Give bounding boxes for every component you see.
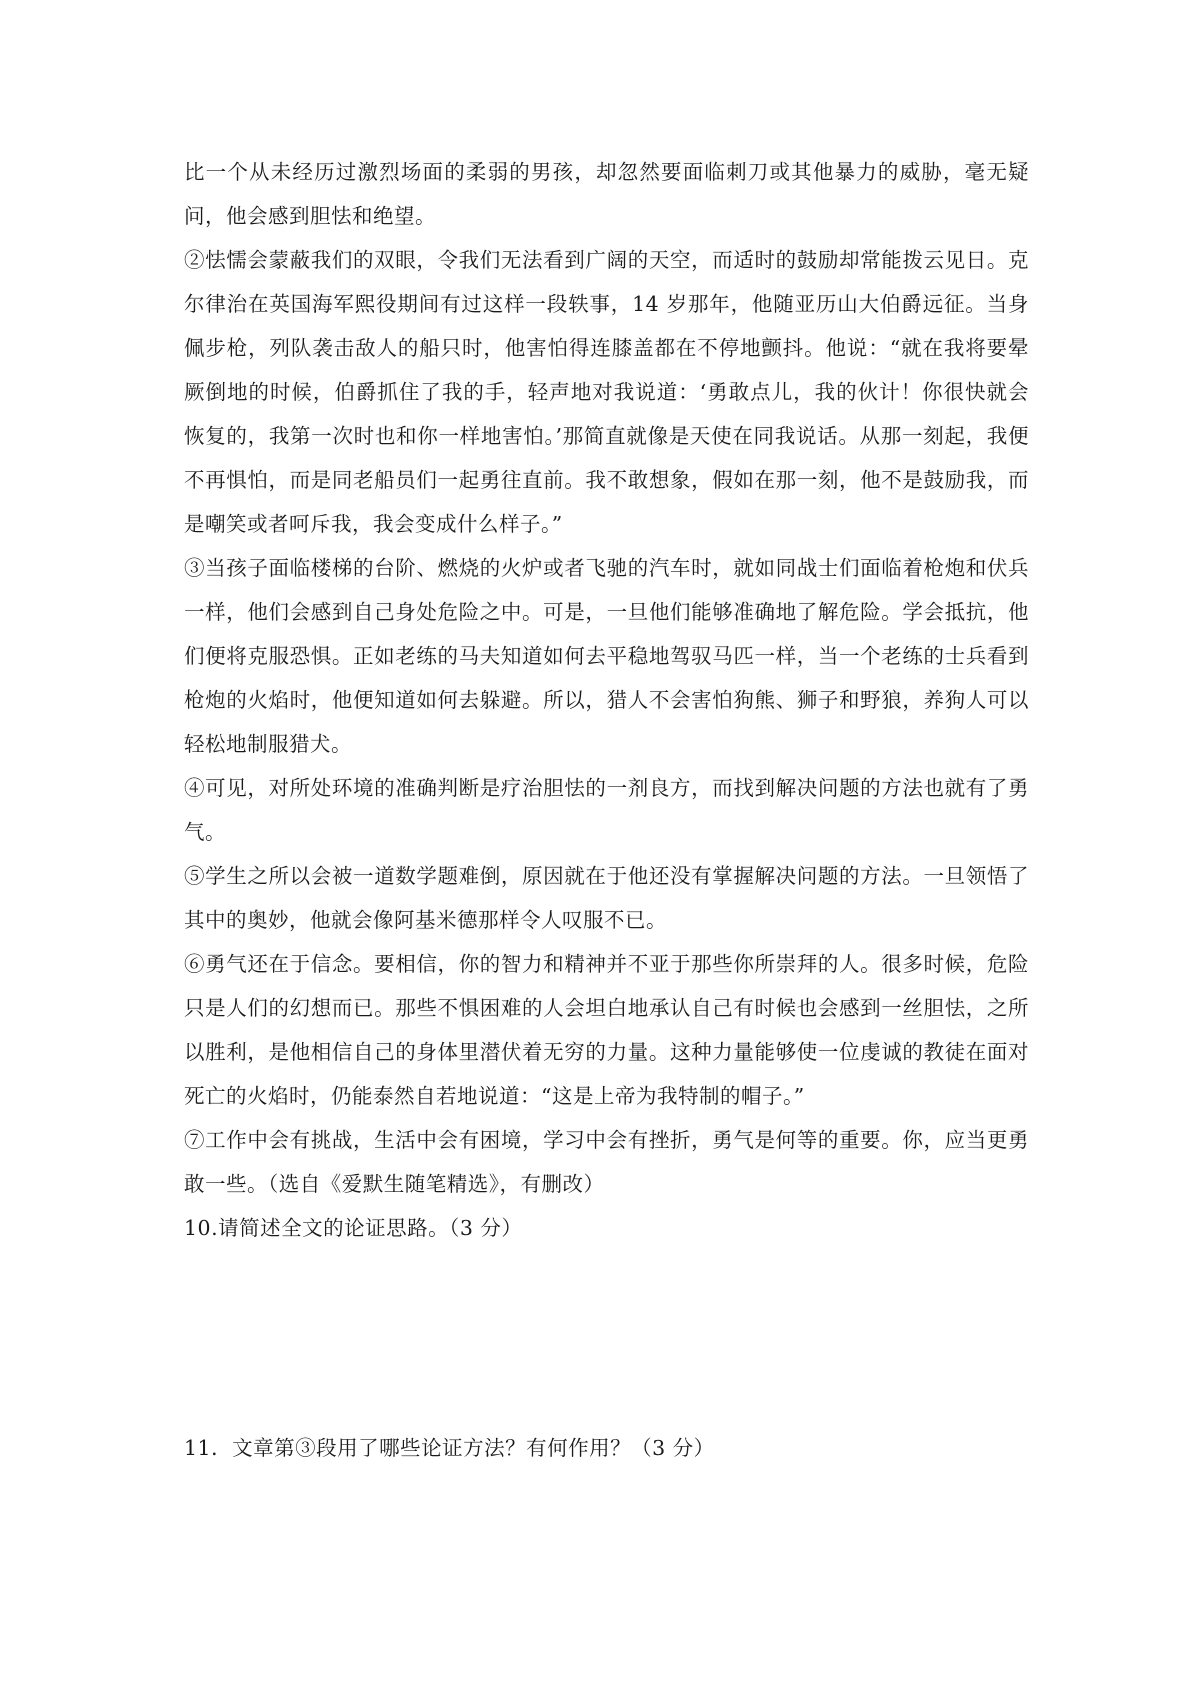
paragraph-6: ⑥勇气还在于信念。要相信，你的智力和精神并不亚于那些你所崇拜的人。很多时候，危险只是人们的幻想而已。那些不惧困难的人会坦白地承认自己有时候也会感到一丝胆怯，之所以胜利，是他相信自己的身体里潜伏着无穷的力量。这种力量能够使一位虔诚的教徒在面对死亡的火焰时，仍能泰然自若地说道：“这是上帝为我特制的帽子。” bbox=[184, 952, 1029, 1108]
paragraph-5: ⑤学生之所以会被一道数学题难倒，原因就在于他还没有掌握解决问题的方法。一旦领悟了其中的奥妙，他就会像阿基米德那样令人叹服不已。 bbox=[184, 864, 1029, 932]
paragraph-7: ⑦工作中会有挑战，生活中会有困境，学习中会有挫折，勇气是何等的重要。你，应当更勇敢一些。（选自《爱默生随笔精选》，有删改） bbox=[184, 1128, 1029, 1196]
answer-space-10 bbox=[184, 1250, 1029, 1426]
question-11: 11．文章第③段用了哪些论证方法？有何作用？（3 分） bbox=[184, 1436, 715, 1460]
paragraph-2: ②怯懦会蒙蔽我们的双眼，令我们无法看到广阔的天空，而适时的鼓励却常能拨云见日。克尔律治在英国海军熙役期间有过这样一段轶事，14 岁那年，他随亚历山大伯爵远征。当身佩步枪，列队袭击敌人的船只时，他害怕得连膝盖都在不停地颤抖。他说：“就在我将要晕厥倒地的时候，伯爵抓住了我的手，轻声地对我说道：‘勇敢点儿，我的伙计！你很快就会恢复的，我第一次时也和你一样地害怕。’那简直就像是天使在同我说话。从那一刻起，我便不再惧怕，而是同老船员们一起勇往直前。我不敢想象，假如在那一刻，他不是鼓励我，而是嘲笑或者呵斥我，我会变成什么样子。” bbox=[184, 248, 1029, 536]
paragraph-4: ④可见，对所处环境的准确判断是疗治胆怯的一剂良方，而找到解决问题的方法也就有了勇气。 bbox=[184, 776, 1029, 844]
paragraph-3: ③当孩子面临楼梯的台阶、燃烧的火炉或者飞驰的汽车时，就如同战士们面临着枪炮和伏兵一样，他们会感到自己身处危险之中。可是，一旦他们能够准确地了解危险。学会抵抗，他们便将克服恐惧。正如老练的马夫知道如何去平稳地驾驭马匹一样，当一个老练的士兵看到枪炮的火焰时，他便知道如何去躲避。所以，猎人不会害怕狗熊、狮子和野狼，养狗人可以轻松地制服猎犬。 bbox=[184, 556, 1029, 756]
article-body bbox=[184, 150, 1029, 1470]
paragraph-1-continued: 比一个从未经历过激烈场面的柔弱的男孩，却忽然要面临刺刀或其他暴力的威胁，毫无疑问，他会感到胆怯和绝望。 bbox=[184, 160, 1029, 228]
question-10: 10.请简述全文的论证思路。（3 分） bbox=[184, 1216, 523, 1240]
